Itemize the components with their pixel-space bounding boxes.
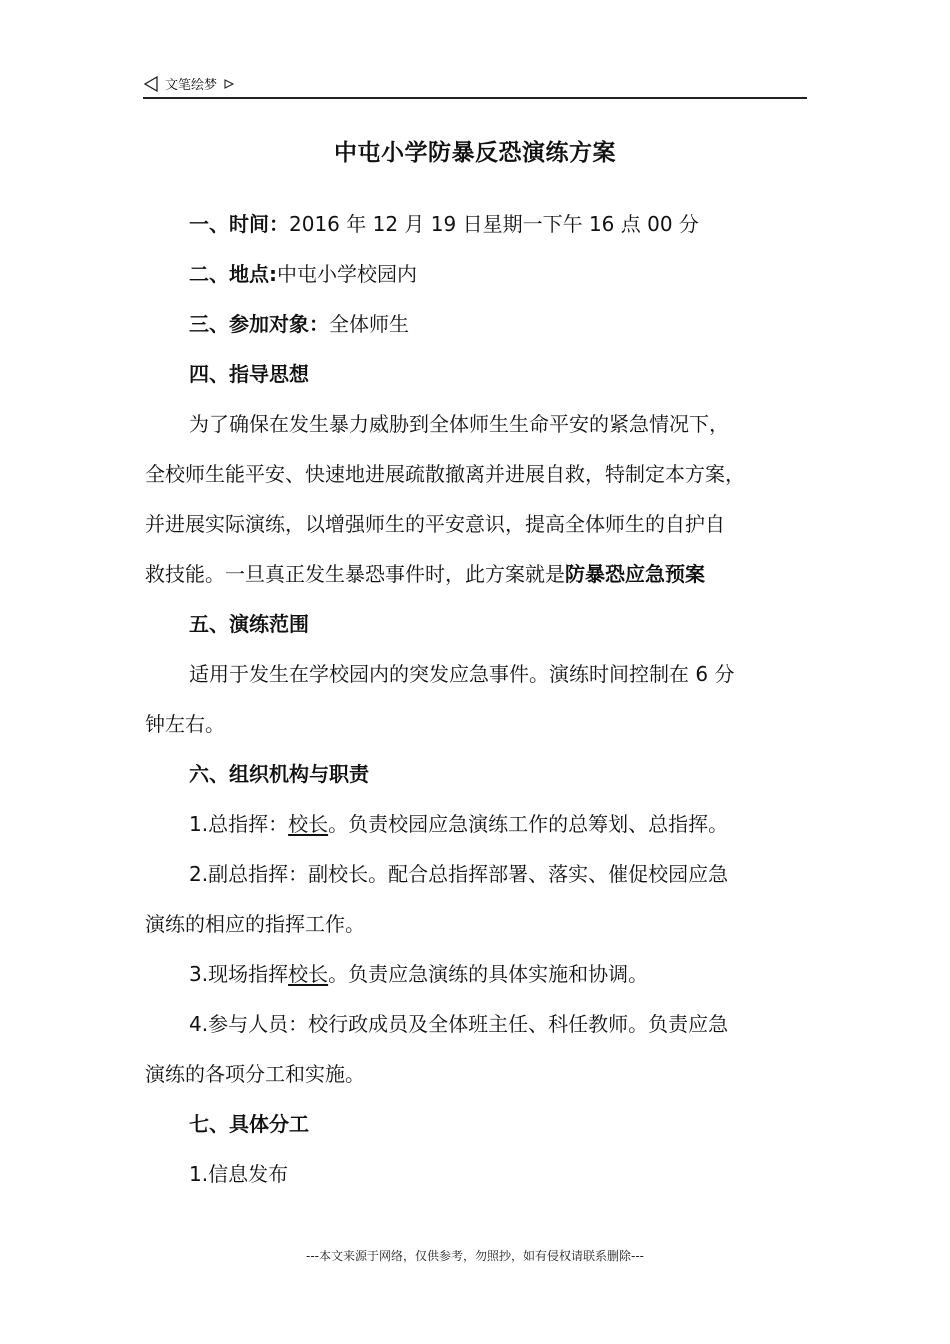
scope-paragraph-line: 适用于发生在学校园内的突发应急事件。演练时间控制在 6 分 (189, 662, 735, 686)
guiding-text: 救技能。一旦真正发生暴恐事件时，此方案就是 (145, 562, 565, 586)
guiding-heading: 四、指导思想 (189, 362, 309, 386)
org-item-underlined: 校长 (288, 962, 329, 986)
org-item-text: 。负责应急演练的具体实施和协调。 (328, 962, 649, 986)
header-brand (143, 74, 235, 93)
header-brand-text: 文笔绘梦 (165, 78, 218, 93)
left-triangle-icon (143, 76, 159, 92)
org-item-2: 2.副总指挥：副校长。配合总指挥部署、落实、催促校园应急 (189, 862, 729, 886)
time-label: 一、时间： (189, 212, 289, 236)
guiding-paragraph-line: 为了确保在发生暴力威胁到全体师生生命平安的紧急情况下， (189, 412, 729, 436)
scope-heading: 五、演练范围 (189, 612, 309, 636)
guiding-paragraph-line: 全校师生能平安、快速地进展疏散撤离并进展自救，特制定本方案， (145, 462, 745, 486)
right-triangle-icon (223, 78, 235, 90)
org-item-text: 3.现场指挥 (189, 962, 289, 986)
header-divider (143, 97, 807, 99)
org-item-underlined: 校长 (288, 812, 329, 836)
document-body (145, 199, 825, 1199)
place-value: 中屯小学校园内 (277, 262, 417, 286)
org-item-4-cont: 演练的各项分工和实施。 (145, 1062, 365, 1086)
org-item-2-cont: 演练的相应的指挥工作。 (145, 912, 365, 936)
division-heading: 七、具体分工 (189, 1112, 309, 1136)
place-label: 二、地点: (189, 262, 277, 286)
guiding-paragraph-line (145, 549, 825, 599)
section-participants (145, 299, 825, 349)
participants-value: 全体师生 (329, 312, 409, 336)
scope-paragraph-line: 钟左右。 (145, 712, 225, 736)
org-item-4: 4.参与人员：校行政成员及全体班主任、科任教师。负责应急 (189, 1012, 729, 1036)
guiding-paragraph-line: 并进展实际演练，以增强师生的平安意识，提高全体师生的自护自 (145, 512, 725, 536)
org-item-1 (145, 799, 825, 849)
time-value: 2016 年 12 月 19 日星期一下午 16 点 00 分 (289, 212, 699, 236)
org-heading: 六、组织机构与职责 (189, 762, 369, 786)
org-item-3 (145, 949, 825, 999)
page-footer: ---本文来源于网络，仅供参考，勿照抄，如有侵权请联系删除--- (306, 1249, 644, 1263)
document-title: 中屯小学防暴反恐演练方案 (334, 140, 616, 166)
guiding-emphasis: 防暴恐应急预案 (565, 562, 705, 586)
org-item-text: 。负责校园应急演练工作的总筹划、总指挥。 (328, 812, 729, 836)
division-item-1: 1.信息发布 (189, 1162, 289, 1186)
page-header (143, 72, 807, 98)
participants-label: 三、参加对象： (189, 312, 329, 336)
section-time (145, 199, 825, 249)
org-item-text: 1.总指挥： (189, 812, 289, 836)
section-place (145, 249, 825, 299)
